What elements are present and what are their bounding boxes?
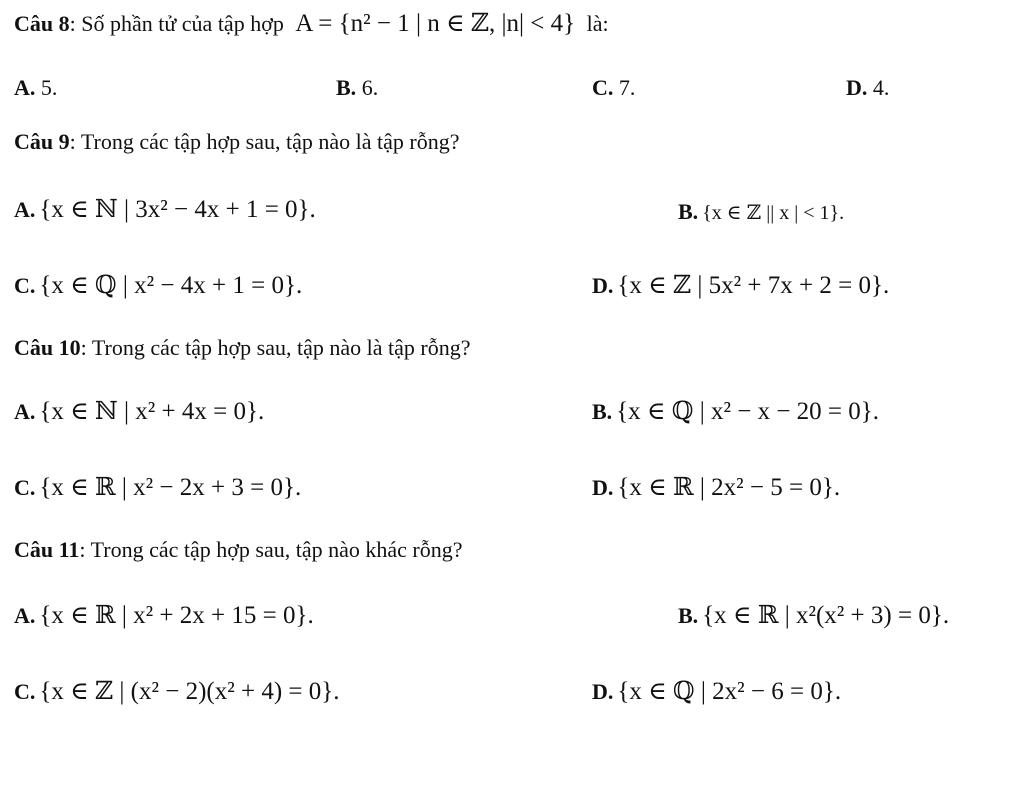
question-11-stem: Câu 11: Trong các tập hợp sau, tập nào khác rỗng? — [14, 537, 463, 562]
question-8-option-a[interactable]: A. 5. — [14, 75, 58, 100]
question-10-stem: Câu 10: Trong các tập hợp sau, tập nào là tập rỗng? — [14, 335, 471, 360]
question-number: Câu 9 — [14, 129, 70, 154]
question-8-option-c[interactable]: C. 7. — [592, 75, 636, 100]
question-8-option-d[interactable]: D. 4. — [846, 75, 890, 100]
question-10-option-b[interactable]: B. {x ∈ ℚ | x² − x − 20 = 0}. — [592, 398, 880, 425]
question-9-option-a[interactable]: A. {x ∈ ℕ | 3x² − 4x + 1 = 0}. — [14, 196, 316, 223]
question-text: Số phần tử của tập hợp — [81, 11, 284, 36]
question-number: Câu 10 — [14, 335, 81, 360]
question-text: Trong các tập hợp sau, tập nào khác rỗng? — [90, 537, 463, 562]
question-9-option-d[interactable]: D. {x ∈ ℤ | 5x² + 7x + 2 = 0}. — [592, 272, 890, 299]
question-10-option-c[interactable]: C. {x ∈ ℝ | x² − 2x + 3 = 0}. — [14, 474, 302, 501]
question-number: Câu 11 — [14, 537, 80, 562]
question-11-option-a[interactable]: A. {x ∈ ℝ | x² + 2x + 15 = 0}. — [14, 602, 314, 629]
question-10-option-d[interactable]: D. {x ∈ ℝ | 2x² − 5 = 0}. — [592, 474, 841, 501]
question-suffix: là: — [586, 11, 609, 36]
question-text: Trong các tập hợp sau, tập nào là tập rỗng? — [80, 129, 460, 154]
question-9-option-c[interactable]: C. {x ∈ ℚ | x² − 4x + 1 = 0}. — [14, 272, 303, 299]
question-9-stem: Câu 9: Trong các tập hợp sau, tập nào là tập rỗng? — [14, 129, 460, 154]
question-8-stem: Câu 8: Số phần tử của tập hợp A = {n² − 1 | n ∈ ℤ, |n| < 4} là: — [14, 10, 609, 37]
question-11-option-c[interactable]: C. {x ∈ ℤ | (x² − 2)(x² + 4) = 0}. — [14, 678, 340, 705]
set-expression: A = {n² − 1 | n ∈ ℤ, |n| < 4} — [295, 10, 576, 37]
question-9-option-b[interactable]: B. {x ∈ ℤ || x | < 1}. — [678, 199, 845, 224]
question-11-option-d[interactable]: D. {x ∈ ℚ | 2x² − 6 = 0}. — [592, 678, 842, 705]
question-text: Trong các tập hợp sau, tập nào là tập rỗng? — [91, 335, 471, 360]
question-11-option-b[interactable]: B. {x ∈ ℝ | x²(x² + 3) = 0}. — [678, 602, 950, 629]
question-10-option-a[interactable]: A. {x ∈ ℕ | x² + 4x = 0}. — [14, 398, 265, 425]
question-number: Câu 8 — [14, 11, 70, 36]
question-8-option-b[interactable]: B. 6. — [336, 75, 379, 100]
